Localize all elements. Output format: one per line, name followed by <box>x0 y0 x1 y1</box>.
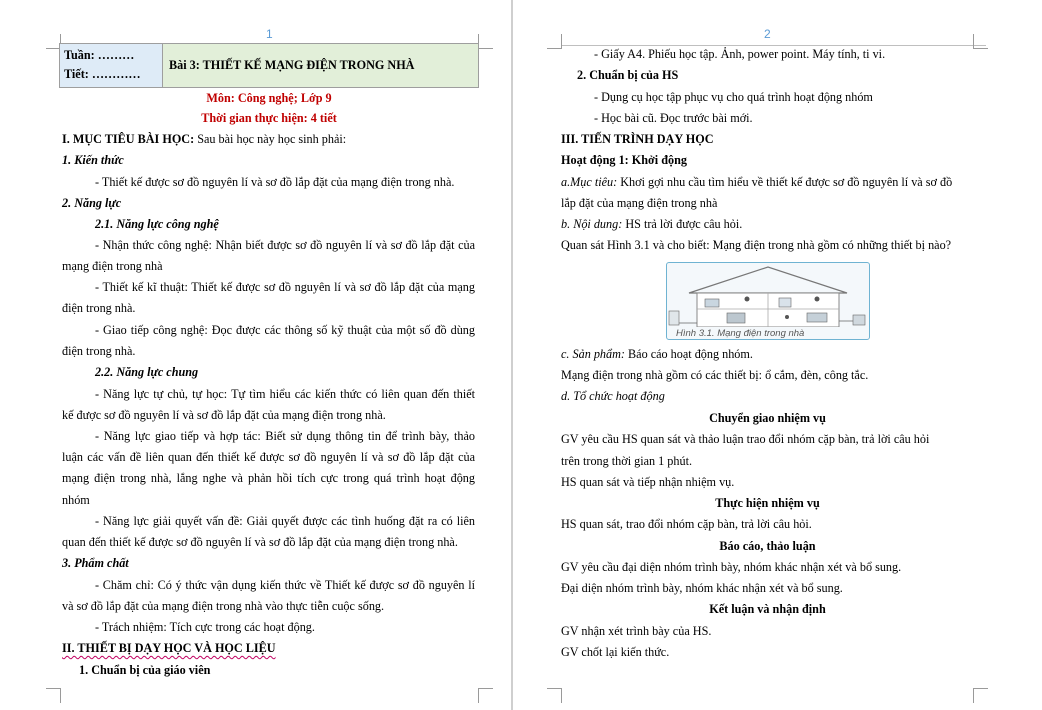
step-3-line: GV yêu cầu đại diện nhóm trình bày, nhóm khác nhận xét và bổ sung. <box>561 560 902 574</box>
general-item-2: - Năng lực giao tiếp và hợp tác: Biết sử dụng thông tin để trình bày, thảo <box>95 429 475 443</box>
crop-mark <box>478 34 493 49</box>
general-item-2-cont: nhóm <box>62 493 90 507</box>
tech-item-2: - Thiết kế kĩ thuật: Thiết kế được sơ đồ nguyên lí và sơ đồ lắp đặt của mạng <box>95 280 475 294</box>
objectives-heading <box>62 132 346 147</box>
step-3-line: Đại diện nhóm trình bày, nhóm khác nhận xét và bổ sung. <box>561 581 843 595</box>
tech-item-1: - Nhận thức công nghệ: Nhận biết được sơ đồ nguyên lí và sơ đồ lắp đặt của <box>95 238 475 252</box>
lesson-title: Bài 3: THIẾT KẾ MẠNG ĐIỆN TRONG NHÀ <box>163 44 479 88</box>
knowledge-heading: 1. Kiến thức <box>62 153 124 167</box>
general-item-2-cont: luận các vấn đề liên quan đến thiết kế được sơ đồ nguyên lí và sơ đồ lắp đặt của <box>62 450 475 464</box>
tech-item-2-cont: điện trong nhà. <box>62 301 136 315</box>
student-prep-item-1: - Dụng cụ học tập phục vụ cho quá trình hoạt động nhóm <box>594 90 873 104</box>
knowledge-item: - Thiết kế được sơ đồ nguyên lí và sơ đồ lắp đặt của mạng điện trong nhà. <box>95 175 455 189</box>
step-2-heading: Thực hiện nhiệm vụ <box>715 496 820 510</box>
step-4-heading: Kết luận và nhận định <box>709 602 826 616</box>
step-4-line: GV nhận xét trình bày của HS. <box>561 624 712 638</box>
product-label: c. Sản phẩm: <box>561 347 625 361</box>
content-text: HS trả lời được câu hỏi. <box>622 217 743 231</box>
general-competence-heading: 2.2. Năng lực chung <box>95 365 199 379</box>
quality-item-2: - Trách nhiệm: Tích cực trong các hoạt động. <box>95 620 315 634</box>
week-period-cell <box>60 44 163 88</box>
general-item-3: - Năng lực giải quyết vấn đề: Giải quyết được các tình huống đặt ra có liên <box>95 514 475 528</box>
document-page-1 <box>0 0 511 710</box>
process-heading: III. TIẾN TRÌNH DẠY HỌC <box>561 132 714 146</box>
step-1-line: HS quan sát và tiếp nhận nhiệm vụ. <box>561 475 735 489</box>
organize-label: d. Tổ chức hoạt động <box>561 389 665 403</box>
content-label: b. Nội dung: <box>561 217 623 231</box>
crop-mark <box>478 688 493 703</box>
teacher-prep-item: - Giấy A4. Phiếu học tập. Ảnh, power point. Máy tính, ti vi. <box>594 47 886 61</box>
tech-item-3-cont: điện trong nhà. <box>62 344 136 358</box>
quality-item-1-cont: và sơ đồ lắp đặt của mạng điện trong nhà vào thực tiễn cuộc sống. <box>62 599 385 613</box>
crop-mark <box>973 688 988 703</box>
student-prep-item-2: - Học bài cũ. Đọc trước bài mới. <box>594 111 753 125</box>
house-illustration <box>667 263 869 327</box>
step-2-line: HS quan sát, trao đổi nhóm cặp bàn, trả lời câu hỏi. <box>561 517 812 531</box>
product-line <box>561 347 753 362</box>
crop-mark <box>547 34 562 49</box>
crop-mark <box>46 688 61 703</box>
quality-item-1: - Chăm chỉ: Có ý thức vận dụng kiến thức về Thiết kế được sơ đồ nguyên lí <box>95 578 475 592</box>
week-label: Tuần: ……… <box>64 48 135 62</box>
step-1-line: GV yêu cầu HS quan sát và thảo luận trao đổi nhóm cặp bàn, trả lời câu hỏi <box>561 432 930 446</box>
general-item-1-cont: kế được sơ đồ nguyên lí và sơ đồ lắp đặt của mạng điện trong nhà. <box>62 408 386 422</box>
step-3-heading: Báo cáo, thảo luận <box>719 539 816 553</box>
goal-line <box>561 175 974 190</box>
page-number: 1 <box>266 27 273 41</box>
equipment-heading: II. THIẾT BỊ DẠY HỌC VÀ HỌC LIỆU <box>62 641 276 655</box>
general-item-3-cont: quan đến thiết kế được sơ đồ nguyên lí và sơ đồ lắp đặt của mạng điện trong nhà. <box>62 535 458 549</box>
answer-line: Mạng điện trong nhà gồm có các thiết bị: ổ cắm, đèn, công tắc. <box>561 368 869 382</box>
figure-caption: Hình 3.1. Mạng điện trong nhà <box>676 328 805 339</box>
objectives-intro: Sau bài học này học sinh phải: <box>194 132 347 146</box>
subject-line: Môn: Công nghệ; Lớp 9 <box>206 91 332 105</box>
teacher-prep-heading: 1. Chuẩn bị của giáo viên <box>79 663 211 677</box>
competence-heading: 2. Năng lực <box>62 196 122 210</box>
step-1-line: trên trong thời gian 1 phút. <box>561 454 693 468</box>
crop-mark <box>547 688 562 703</box>
page-number: 2 <box>764 27 771 41</box>
period-label: Tiết: ………… <box>64 67 141 81</box>
objectives-title: I. MỤC TIÊU BÀI HỌC: <box>62 132 195 146</box>
goal-label: a.Mục tiêu: <box>561 175 618 189</box>
time-line: Thời gian thực hiện: 4 tiết <box>201 111 337 125</box>
student-prep-heading: 2. Chuẩn bị của HS <box>577 68 679 82</box>
step-1-heading: Chuyển giao nhiệm vụ <box>709 411 826 425</box>
general-item-1: - Năng lực tự chủ, tự học: Tự tìm hiểu các kiến thức có liên quan đến thiết <box>95 387 475 401</box>
qualities-heading: 3. Phẩm chất <box>62 556 129 570</box>
goal-text: Khơi gợi nhu cầu tìm hiểu về thiết kế được sơ đồ nguyên lí và sơ đồ <box>617 175 953 189</box>
step-4-line: GV chốt lại kiến thức. <box>561 645 670 659</box>
crop-mark <box>973 34 988 49</box>
tech-competence-heading: 2.1. Năng lực công nghệ <box>95 217 219 231</box>
lesson-header-table <box>59 43 479 88</box>
tech-item-3: - Giao tiếp công nghệ: Đọc được các thông số kỹ thuật của một số đồ dùng <box>95 323 475 337</box>
header-rule <box>561 45 986 46</box>
content-line <box>561 217 742 232</box>
product-text: Báo cáo hoạt động nhóm. <box>624 347 753 361</box>
goal-text-cont: lắp đặt của mạng điện trong nhà <box>561 196 718 210</box>
question-line: Quan sát Hình 3.1 và cho biết: Mạng điện trong nhà gồm có những thiết bị nào? <box>561 238 952 252</box>
tech-item-1-cont: mạng điện trong nhà <box>62 259 163 273</box>
activity-1-heading: Hoạt động 1: Khởi động <box>561 153 687 167</box>
general-item-2-cont: mạng điện trong nhà, lắng nghe và phản hồi tích cực trong quá trình hoạt động <box>62 471 475 485</box>
